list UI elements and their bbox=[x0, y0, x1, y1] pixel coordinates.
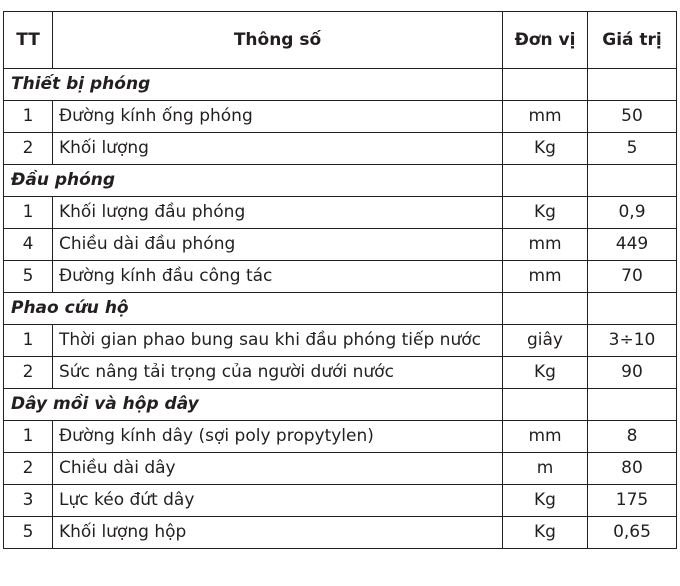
section-row bbox=[4, 293, 677, 325]
table-row bbox=[4, 197, 677, 229]
row-value: 3÷10 bbox=[588, 325, 677, 357]
row-unit: mm bbox=[503, 261, 588, 293]
section-empty-cell bbox=[503, 293, 588, 325]
row-value: 0,9 bbox=[588, 197, 677, 229]
row-tt: 5 bbox=[4, 261, 53, 293]
section-empty-cell bbox=[588, 293, 677, 325]
table-row bbox=[4, 133, 677, 165]
row-tt: 5 bbox=[4, 517, 53, 549]
table-header bbox=[4, 12, 677, 69]
section-title: Dây mồi và hộp dây bbox=[4, 389, 503, 421]
table-row bbox=[4, 517, 677, 549]
row-param: Đường kính đầu công tác bbox=[53, 261, 503, 293]
row-param: Khối lượng hộp bbox=[53, 517, 503, 549]
row-tt: 1 bbox=[4, 101, 53, 133]
row-param: Sức nâng tải trọng của người dưới nước bbox=[53, 357, 503, 389]
row-tt: 2 bbox=[4, 453, 53, 485]
section-empty-cell bbox=[503, 69, 588, 101]
row-value: 175 bbox=[588, 485, 677, 517]
row-unit: Kg bbox=[503, 197, 588, 229]
row-param: Thời gian phao bung sau khi đầu phóng tiếp nước bbox=[53, 325, 503, 357]
table-body bbox=[4, 69, 677, 549]
row-unit: Kg bbox=[503, 517, 588, 549]
section-empty-cell bbox=[588, 165, 677, 197]
row-tt: 1 bbox=[4, 421, 53, 453]
section-title: Đầu phóng bbox=[4, 165, 503, 197]
row-unit: m bbox=[503, 453, 588, 485]
row-unit: Kg bbox=[503, 357, 588, 389]
row-param: Khối lượng đầu phóng bbox=[53, 197, 503, 229]
table-row bbox=[4, 453, 677, 485]
section-row bbox=[4, 69, 677, 101]
section-empty-cell bbox=[588, 389, 677, 421]
row-tt: 1 bbox=[4, 197, 53, 229]
row-tt: 1 bbox=[4, 325, 53, 357]
row-unit: Kg bbox=[503, 133, 588, 165]
header-value: Giá trị bbox=[588, 12, 677, 69]
table-row bbox=[4, 229, 677, 261]
row-param: Đường kính ống phóng bbox=[53, 101, 503, 133]
row-value: 5 bbox=[588, 133, 677, 165]
table-row bbox=[4, 485, 677, 517]
row-tt: 4 bbox=[4, 229, 53, 261]
row-value: 0,65 bbox=[588, 517, 677, 549]
row-param: Chiều dài đầu phóng bbox=[53, 229, 503, 261]
row-param: Khối lượng bbox=[53, 133, 503, 165]
row-param: Đường kính dây (sợi poly propytylen) bbox=[53, 421, 503, 453]
header-param: Thông số bbox=[53, 12, 503, 69]
row-unit: giây bbox=[503, 325, 588, 357]
table-row bbox=[4, 421, 677, 453]
section-title: Thiết bị phóng bbox=[4, 69, 503, 101]
spec-table bbox=[3, 11, 677, 549]
row-tt: 2 bbox=[4, 133, 53, 165]
row-value: 8 bbox=[588, 421, 677, 453]
row-tt: 2 bbox=[4, 357, 53, 389]
row-value: 449 bbox=[588, 229, 677, 261]
section-empty-cell bbox=[588, 69, 677, 101]
row-value: 50 bbox=[588, 101, 677, 133]
row-param: Chiều dài dây bbox=[53, 453, 503, 485]
row-param: Lực kéo đứt dây bbox=[53, 485, 503, 517]
section-row bbox=[4, 389, 677, 421]
table-row bbox=[4, 261, 677, 293]
section-title: Phao cứu hộ bbox=[4, 293, 503, 325]
row-value: 70 bbox=[588, 261, 677, 293]
table-row bbox=[4, 357, 677, 389]
table-row bbox=[4, 101, 677, 133]
section-empty-cell bbox=[503, 165, 588, 197]
row-value: 80 bbox=[588, 453, 677, 485]
row-unit: mm bbox=[503, 101, 588, 133]
header-tt: TT bbox=[4, 12, 53, 69]
row-tt: 3 bbox=[4, 485, 53, 517]
header-unit: Đơn vị bbox=[503, 12, 588, 69]
row-unit: mm bbox=[503, 229, 588, 261]
row-value: 90 bbox=[588, 357, 677, 389]
table-row bbox=[4, 325, 677, 357]
section-empty-cell bbox=[503, 389, 588, 421]
row-unit: Kg bbox=[503, 485, 588, 517]
header-row bbox=[4, 12, 677, 69]
row-unit: mm bbox=[503, 421, 588, 453]
section-row bbox=[4, 165, 677, 197]
